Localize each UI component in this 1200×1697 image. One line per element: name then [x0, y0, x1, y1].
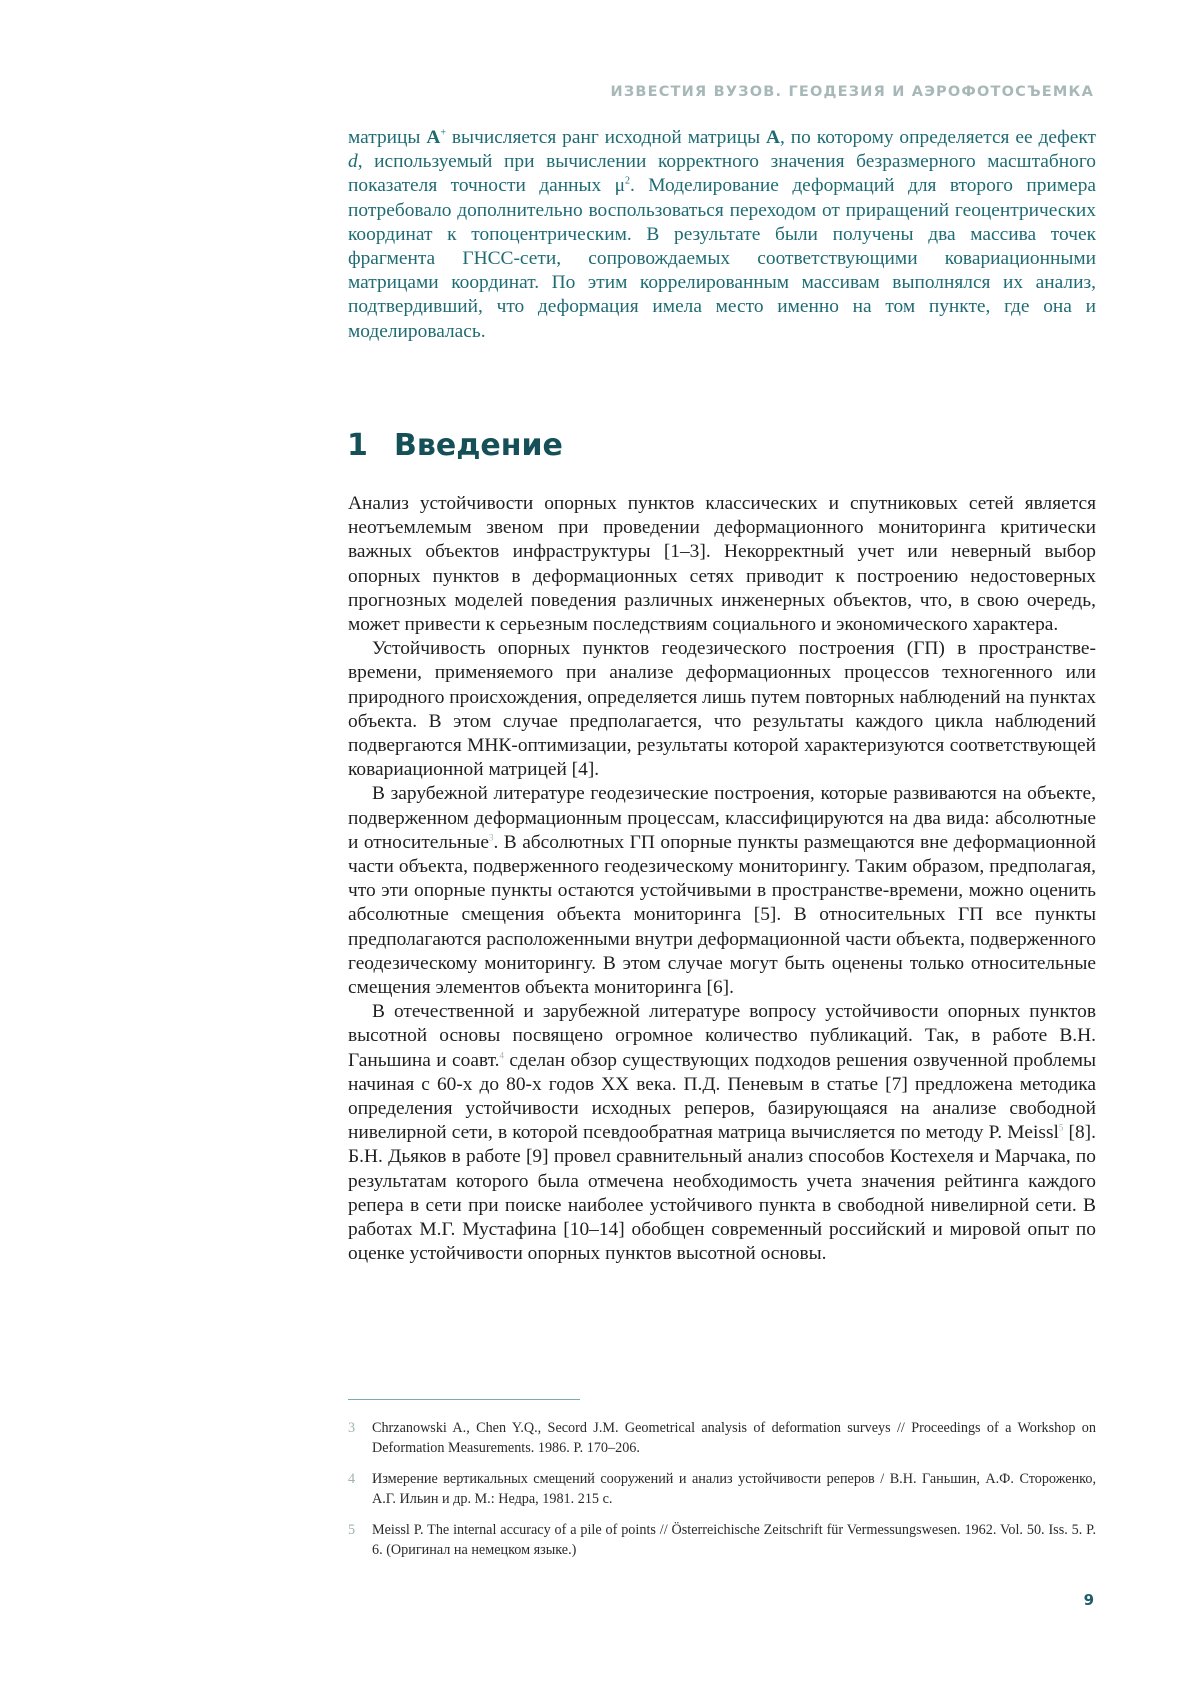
footnote-3	[348, 1418, 1096, 1458]
variable-symbol: d	[348, 151, 358, 173]
footnote-text: Meissl P. The internal accuracy of a pile of points // Österreichische Zeitschrift für Vermessungswesen. 1962. Vol. 50. Iss. 5. P. 6. (Оригинал на немецком языке.)	[372, 1522, 1096, 1558]
footnotes	[348, 1418, 1096, 1571]
text-run: матрицы	[348, 127, 427, 148]
text-run: , используемый при вычислении корректного значения безразмерного масштабного показателя точности данных μ	[348, 151, 1096, 197]
abstract-continuation	[348, 126, 1096, 344]
body-paragraph-3	[348, 782, 1096, 1000]
text-run: . Моделирование деформаций для второго примера потребовало дополнительно воспользоваться переходом от приращений геоцентрических координат к топоцентрическим. В результате были получены два массива точек фрагмента ГНСС-сети, сопровождаемых соответствующими ковариационными матрицами координат. По этим коррелированным массивам выполнялся их анализ, подтвердивший, что деформация имела место именно на том пункте, где она и моделировалась.	[348, 175, 1096, 342]
footnote-text: Измерение вертикальных смещений сооружений и анализ устойчивости реперов / В.Н. Ганьшин, А.Ф. Стороженко, А.Г. Ильин и др. М.: Недра, 1981. 215 с.	[372, 1471, 1096, 1507]
footnote-text: Chrzanowski A., Chen Y.Q., Secord J.M. Geometrical analysis of deformation surveys // Proceedings of a Workshop on Deformation Measurements. 1986. P. 170–206.	[372, 1420, 1096, 1456]
page-number: 9	[1083, 1591, 1094, 1609]
footnote-5	[348, 1520, 1096, 1560]
text-run: , по которому определяется ее дефект	[780, 127, 1096, 148]
superscript: 2	[624, 175, 630, 187]
body-paragraph-2: Устойчивость опорных пунктов геодезического построения (ГП) в пространстве-времени, применяемого при анализе деформационных процессов техногенного или природного происхождения, определяется лишь путем повторных наблюдений на пунктах объекта. В этом случае предполагается, что результаты каждого цикла наблюдений подвергаются МНК-оптимизации, результаты которой характеризуются соответствующей ковариационной матрицей [4].	[348, 638, 1096, 781]
body-paragraph-1: Анализ устойчивости опорных пунктов классических и спутниковых сетей является неотъемлемым звеном при проведении деформационного мониторинга критически важных объектов инфраструктуры [1–3]. Некорректный учет или неверный выбор опорных пунктов в деформационных сетях приводит к построению недостоверных прогнозных моделей поведения различных инженерных объектов, что, в свою очередь, может привести к серьезным последствиям социального и экономического характера.	[348, 493, 1096, 636]
footnote-ref-3[interactable]: 3	[488, 832, 494, 843]
matrix-symbol: A	[426, 127, 441, 148]
text-run: В зарубежной литературе геодезические построения, которые развиваются на объекте, подверженном деформационным процессам, классифицируются на два вида: абсолютные и относительные	[348, 783, 1096, 853]
text-run: сделан обзор существующих подходов решения озвученной проблемы начиная с 60-х до 80-х годов XX века. П.Д. Пеневым в статье [7] предложена методика определения устойчивости исходных реперов, базирующаяся на анализе свободной нивелирной сети, в которой псевдообратная матрица вычисляется по методу P. Meissl	[348, 1049, 1096, 1144]
section-title: Введение	[394, 428, 563, 463]
running-header: ИЗВЕСТИЯ ВУЗОВ. ГЕОДЕЗИЯ И АЭРОФОТОСЪЕМКА	[610, 84, 1094, 100]
footnote-number: 5	[348, 1522, 356, 1538]
matrix-symbol: A	[766, 127, 781, 148]
footnote-ref-4[interactable]: 4	[499, 1050, 504, 1061]
superscript: +	[440, 127, 446, 139]
footnote-ref-5[interactable]: 5	[1058, 1122, 1064, 1133]
text-run: . В абсолютных ГП опорные пункты размещаются вне деформационной части объекта, подверженного геодезическому мониторингу. Таким образом, предполагая, что эти опорные пункты остаются устойчивыми в пространстве-времени, можно оценить абсолютные смещения объекта мониторинга [5]. В относительных ГП все пункты предполагаются расположенными внутри деформационной части объекта, подверженного геодезическому мониторингу. В этом случае могут быть оценены только относительные смещения элементов объекта мониторинга [6].	[348, 831, 1096, 999]
footnote-number: 4	[348, 1471, 356, 1487]
section-heading	[347, 428, 563, 463]
body-paragraph-4	[348, 1000, 1096, 1266]
text-run: вычисляется ранг исходной матрицы	[445, 127, 767, 148]
abstract-paragraph	[348, 126, 1096, 344]
footnote-divider	[348, 1399, 580, 1400]
text-run: В отечественной и зарубежной литературе вопросу устойчивости опорных пунктов высотной основы посвящено огромное количество публикаций. Так, в работе В.Н. Ганьшина и соавт.	[348, 1001, 1096, 1071]
footnote-4	[348, 1469, 1096, 1509]
section-number: 1	[347, 428, 368, 463]
text-run: [8]. Б.Н. Дьяков в работе [9] провел сравнительный анализ способов Костехеля и Марчака, по результатам которого была отмечена необходимость учета значения рейтинга каждого репера в сети при поиске наиболее устойчивого пункта в свободной нивелирной сети. В работах М.Г. Мустафина [10–14] обобщен современный российский и мировой опыт по оценке устойчивости опорных пунктов высотной основы.	[348, 1122, 1096, 1265]
footnote-number: 3	[348, 1420, 356, 1436]
body-text	[348, 492, 1096, 1267]
